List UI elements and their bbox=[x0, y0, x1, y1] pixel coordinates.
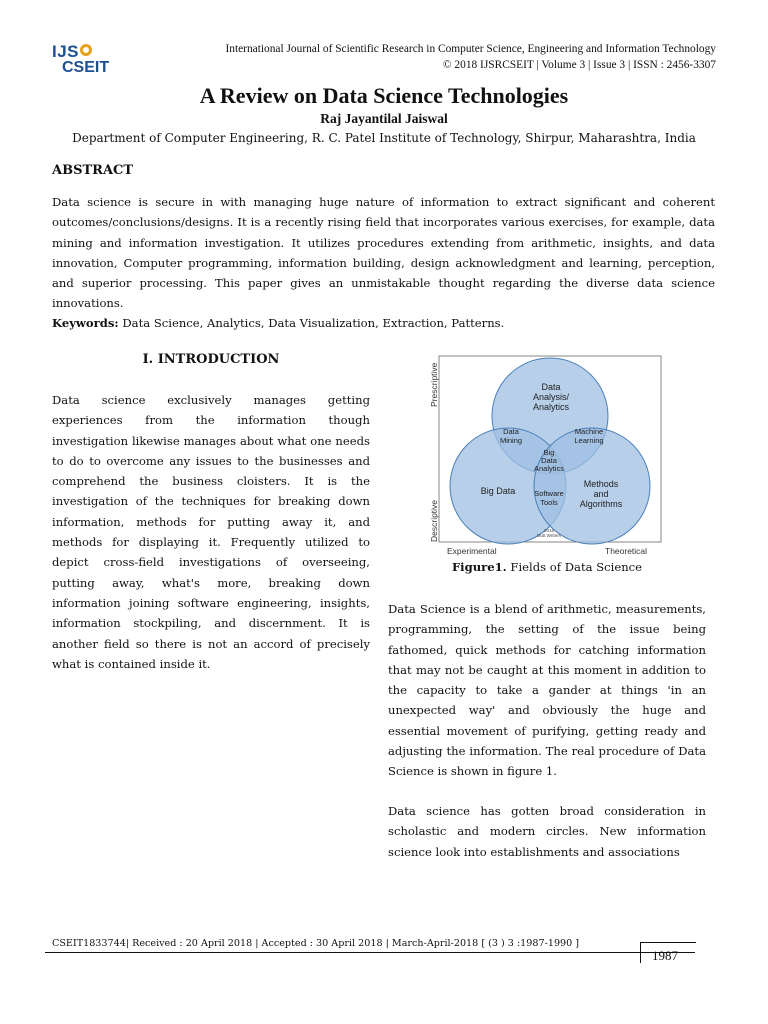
venn-figure bbox=[425, 352, 665, 562]
figure-caption bbox=[388, 560, 706, 574]
page-number: 1987 bbox=[652, 948, 678, 963]
footer-divider bbox=[45, 952, 695, 953]
footer-citation: CSEIT1833744| Received : 20 April 2018 | Accepted : 30 April 2018 | March-April-2018 [ (3 ) 3 :1987-1990 ] bbox=[52, 938, 580, 949]
label-center-3: Analytics bbox=[533, 464, 565, 473]
label-methods-2: and bbox=[593, 489, 609, 499]
label-data-mining-1: Data bbox=[503, 427, 519, 436]
label-big-data: Big Data bbox=[480, 486, 516, 496]
paper-title: A Review on Data Science Technologies bbox=[199, 83, 569, 108]
axis-descriptive: Descriptive bbox=[429, 499, 439, 542]
label-center-1: Big bbox=[543, 448, 555, 457]
journal-name: International Journal of Scientific Research in Computer Science, Engineering and Information Technology bbox=[225, 43, 716, 55]
keywords-label: Keywords: bbox=[52, 316, 119, 330]
label-methods-3: Algorithms bbox=[579, 499, 623, 509]
keywords-text: Data Science, Analytics, Data Visualization, Extraction, Patterns. bbox=[118, 316, 505, 330]
figure-caption-text: Fields of Data Science bbox=[506, 560, 643, 574]
label-data-analysis-2: Analysis/ bbox=[532, 392, 570, 402]
label-data-analysis-3: Analytics bbox=[532, 402, 570, 412]
figure-credit-year: 2015 bbox=[543, 528, 555, 533]
label-data-mining-2: Mining bbox=[499, 436, 523, 445]
journal-header bbox=[156, 41, 716, 73]
abstract-text: Data science is secure in with managing huge nature of information to extract significant and coherent outcomes/conclusions/designs. It is a recently rising field that incorporates various exercises, for example, data mining and information investigation. It utilizes procedures extending from arithmetic, insights, and data innovation, Computer programming, information building, design acknowledgment and learning, perception, and superior processing. This paper gives an unmistakable thought regarding the diverse data science innovations. bbox=[52, 195, 715, 311]
axis-prescriptive: Prescriptive bbox=[429, 362, 439, 407]
label-software-tools-2: Tools bbox=[540, 498, 558, 507]
right-column-paragraph-1: Data Science is a blend of arithmetic, measurements, programming, the setting of the issue being fathomed, quick methods for catching information that may not be caught at this moment in addition to the capacity to take a gander at things 'in an unexpected way' and obviously the huge and essential movement of purifying, getting ready and adjusting the information. The real procedure of Data Science is shown in figure 1. bbox=[388, 602, 706, 779]
axis-theoretical: Theoretical bbox=[605, 546, 648, 556]
keywords bbox=[52, 316, 715, 330]
logo-ring-icon bbox=[80, 44, 92, 56]
label-center-2: Data bbox=[541, 456, 557, 465]
label-machine-learning-2: Learning bbox=[574, 436, 604, 445]
author-affiliation: Department of Computer Engineering, R. C. Patel Institute of Technology, Shirpur, Maharashtra, India bbox=[72, 131, 696, 145]
label-methods-1: Methods bbox=[583, 479, 619, 489]
right-column-paragraph-2: Data science has gotten broad consideration in scholastic and modern circles. New information science look into establishments and associations bbox=[388, 804, 706, 859]
venn-diagram bbox=[425, 352, 665, 562]
introduction-text: Data science exclusively manages getting experiences from the information though investigation likewise manages about what one needs to do to overcome any issues to the businesses and comprehend the business cloisters. It is the investigation of the techniques for breaking down information, methods for putting away it, and methods for displaying it. Frequently utilized to depict cross-field investigations of overseeing, putting away, what's more, breaking down information joining software engineering, insights, information stockpiling, and discernment. It is another field so there is not an accord of precisely what is contained inside it. bbox=[52, 393, 370, 671]
logo-text-bottom: CSEIT bbox=[62, 59, 110, 76]
label-data-analysis-1: Data bbox=[541, 382, 561, 392]
section-heading-introduction: I. INTRODUCTION bbox=[142, 352, 280, 367]
axis-experimental: Experimental bbox=[447, 546, 497, 556]
label-machine-learning-1: Machine bbox=[574, 427, 604, 436]
figure-credit-author: Dutt Writers bbox=[537, 533, 561, 538]
journal-issue-info: © 2018 IJSRCSEIT | Volume 3 | Issue 3 | ISSN : 2456-3307 bbox=[442, 59, 716, 71]
label-software-tools-1: Software bbox=[534, 489, 564, 498]
figure-caption-label: Figure1. bbox=[451, 560, 507, 574]
author-name: Raj Jayantilal Jaiswal bbox=[320, 111, 448, 126]
journal-logo bbox=[52, 42, 114, 82]
logo-text-top: IJS bbox=[52, 42, 80, 61]
abstract-heading: ABSTRACT bbox=[52, 163, 134, 178]
